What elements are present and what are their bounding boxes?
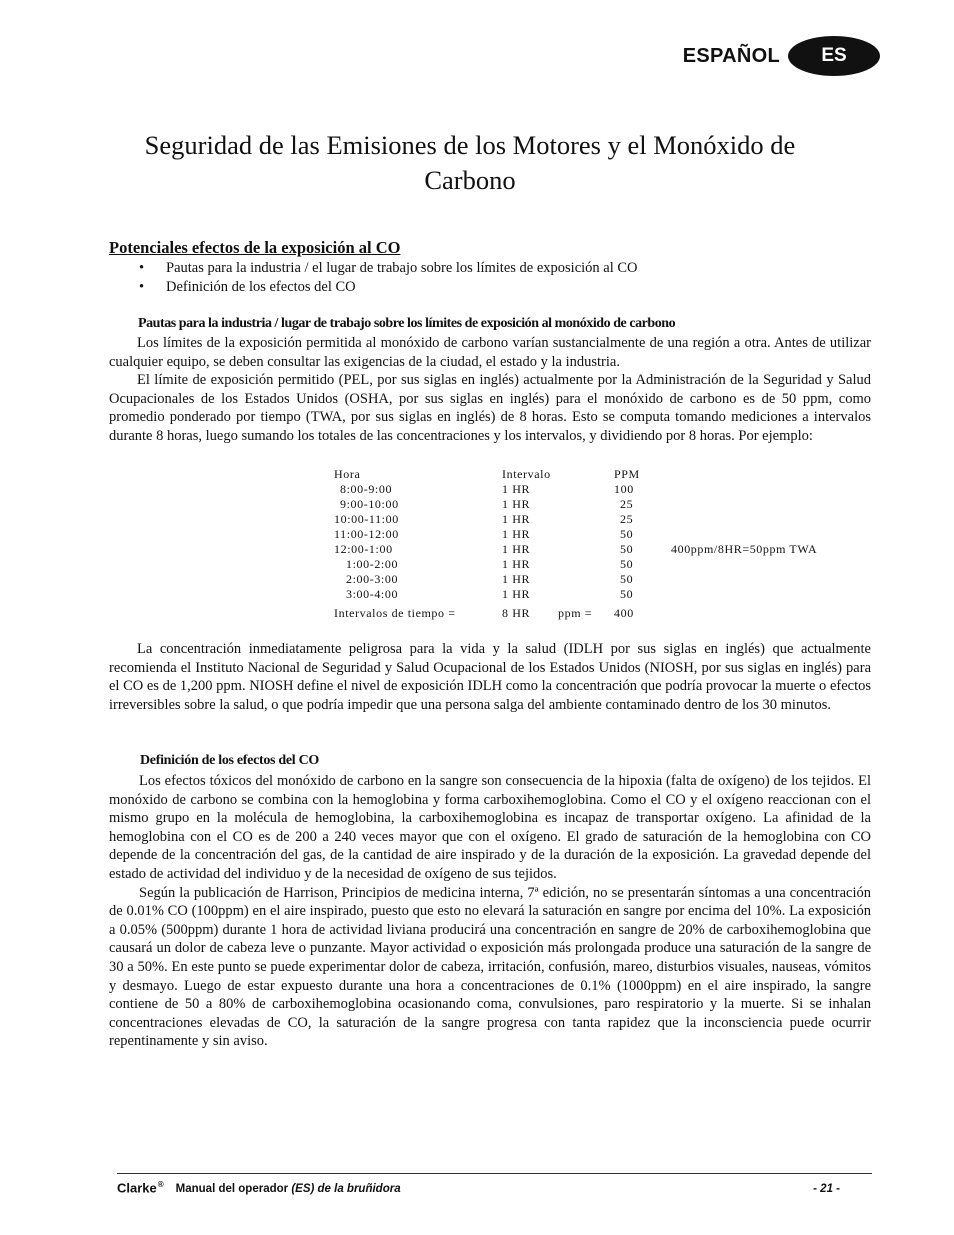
cell-hora: 10:00-11:00 — [334, 512, 399, 526]
language-header — [683, 36, 880, 76]
total-ppm: 400 — [614, 606, 634, 620]
bullet-item: • Definición de los efectos del CO — [109, 278, 638, 297]
cell-intervalo: 1 HR — [502, 527, 531, 541]
cell-hora: 1:00-2:00 — [346, 557, 399, 571]
cell-ppm: 25 — [620, 497, 634, 511]
cell-ppm: 50 — [620, 542, 634, 556]
cell-ppm: 50 — [620, 527, 634, 541]
cell-ppm: 50 — [620, 572, 634, 586]
column-header-ppm: PPM — [614, 467, 640, 481]
cell-ppm: 25 — [620, 512, 634, 526]
cell-intervalo: 1 HR — [502, 557, 531, 571]
cell-intervalo: 1 HR — [502, 497, 531, 511]
cell-intervalo: 1 HR — [502, 512, 531, 526]
cell-ppm: 100 — [614, 482, 634, 496]
subsection-heading-limits: Pautas para la industria / lugar de trabajo sobre los límites de exposición al monóxido de carbono — [138, 316, 676, 331]
total-ppm-label: ppm = — [558, 606, 593, 620]
footer-divider — [117, 1173, 872, 1174]
column-header-intervalo: Intervalo — [502, 467, 551, 481]
footer-manual-title — [176, 1183, 401, 1195]
manual-suffix: de la bruñidora — [317, 1183, 401, 1196]
subsection-heading-effects: Definición de los efectos del CO — [140, 753, 319, 768]
registered-mark: ® — [157, 1180, 164, 1189]
cell-hora: 8:00-9:00 — [340, 482, 393, 496]
page-number: - 21 - — [813, 1183, 840, 1196]
page-title: Seguridad de las Emisiones de los Motores y el Monóxido de Carbono — [144, 130, 796, 195]
section-heading: Potenciales efectos de la exposición al CO — [109, 238, 401, 257]
total-label: Intervalos de tiempo = — [334, 606, 456, 620]
cell-ppm: 50 — [620, 557, 634, 571]
bullet-list — [109, 259, 638, 297]
cell-hora: 3:00-4:00 — [346, 587, 399, 601]
cell-hora: 9:00-10:00 — [340, 497, 399, 511]
footer-brand — [117, 1180, 164, 1195]
cell-hora: 11:00-12:00 — [334, 527, 399, 541]
bullet-item: • Pautas para la industria / el lugar de trabajo sobre los límites de exposición al CO — [109, 259, 638, 278]
brand-name: Clarke — [117, 1180, 157, 1196]
column-header-hora: Hora — [334, 467, 361, 481]
effects-text — [109, 772, 871, 1051]
paragraph: Los límites de la exposición permitida al monóxido de carbono varían sustancialmente de una región a otra. Antes de utilizar cualquier equipo, se deben consultar las exigencias de la ciudad, el estado y la industria. — [109, 335, 871, 370]
manual-code: (ES) — [291, 1183, 315, 1196]
language-label: ESPAÑOL — [682, 44, 780, 67]
cell-intervalo: 1 HR — [502, 587, 531, 601]
cell-hora: 12:00-1:00 — [334, 542, 393, 556]
limits-text — [109, 334, 871, 446]
language-badge: ES — [788, 36, 880, 76]
paragraph: Los efectos tóxicos del monóxido de carbono en la sangre son consecuencia de la hipoxia (falta de oxígeno) de los tejidos. El monóxido de carbono se combina con la hemoglobina y forma carboxihemoglobina. Como el CO y el oxígeno reaccionan con el mismo grupo en la molécula de hemoglobina, la carboxihemoglobina es incapaz de transportar oxígeno. La afinidad de la hemoglobina con el CO es de 200 a 240 veces mayor que con el oxígeno. El grado de saturación de la hemoglobina con CO depende de la concentración del gas, de la cantidad de aire inspirado y de la duración de la exposición. La gravedad depende del estado de actividad del individuo y de la necesidad de oxígeno de sus tejidos. — [109, 773, 871, 882]
paragraph: Según la publicación de Harrison, Principios de medicina interna, 7ª edición, no se presentarán síntomas a una concentración de 0.01% CO (100ppm) en el aire inspirado, puesto que esto no elevará la saturación en sangre por encima del 10%. La exposición a 0.05% (500ppm) durante 1 hora de actividad liviana producirá una concentración en sangre de 20% de carboxihemoglobina que causará un dolor de cabeza leve o punzante. Mayor actividad o exposición más prolongada produce una saturación de la sangre de 30 a 50%. En este punto se puede experimentar dolor de cabeza, irritación, confusión, mareo, disturbios visuales, nauseas, vómitos y desmayo. Luego de estar expuesto durante una hora a concentraciones de 0.1% (1000ppm) en el aire inspirado, la sangre contiene de 50 a 80% de carboxihemoglobina ocasionando coma, convulsiones, paro respiratorio y la muerte. Si se inhalan concentraciones elevadas de CO, la saturación de la sangre progresa con tanta rapidez que la inconsciencia puede ocurrir repentinamente y sin aviso. — [109, 884, 871, 1050]
cell-intervalo: 1 HR — [502, 482, 531, 496]
paragraph: La concentración inmediatamente peligrosa para la vida y la salud (IDLH por sus siglas en inglés) que actualmente recomienda el Instituto Nacional de Seguridad y Salud Ocupacional de los Estados Unidos (NIOSH, por sus siglas en inglés) para el CO es de 1,200 ppm. NIOSH define el nivel de exposición IDLH como la concentración que podría provocar la muerte o efectos irreversibles sobre la salud, o que podría impedir que una persona salga del ambiente contaminado dentro de los 30 minutos. — [109, 641, 871, 713]
manual-prefix: Manual del operador — [175, 1183, 289, 1196]
cell-intervalo: 1 HR — [502, 542, 531, 556]
cell-intervalo: 1 HR — [502, 572, 531, 586]
page-footer — [117, 1180, 840, 1195]
cell-hora: 2:00-3:00 — [346, 572, 399, 586]
total-intervalo: 8 HR — [502, 606, 531, 620]
cell-ppm: 50 — [620, 587, 634, 601]
twa-calculation-note: 400ppm/8HR=50ppm TWA — [671, 542, 818, 556]
paragraph: El límite de exposición permitido (PEL, por sus siglas en inglés) actualmente por la Administración de la Seguridad y Salud Ocupacionales de los Estados Unidos (OSHA, por sus siglas en inglés) para el monóxido de carbono es de 50 ppm, como promedio ponderado por tiempo (TWA, por sus siglas en inglés) de 8 horas. Esto se computa tomando mediciones a intervalos durante 8 horas, luego sumando los totales de las concentraciones y los intervalos, y dividiendo por 8 horas. Por ejemplo: — [109, 372, 871, 444]
idlh-text — [109, 640, 871, 714]
